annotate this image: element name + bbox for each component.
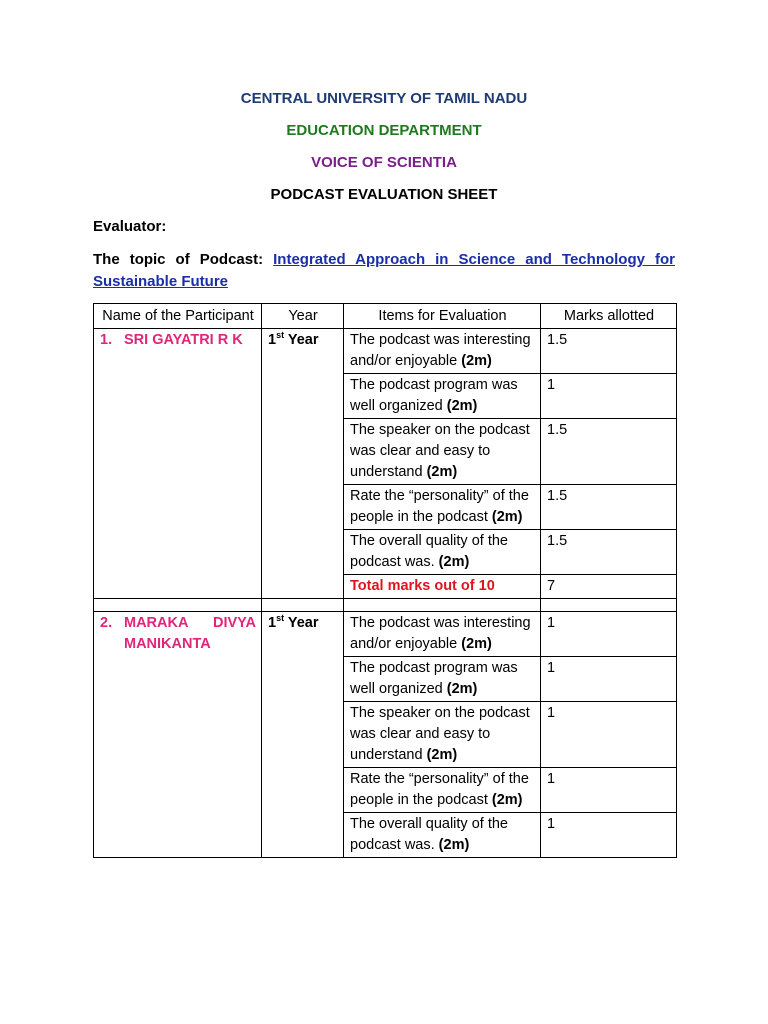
topic-label: The topic of Podcast:: [93, 251, 264, 268]
participant-year: 1st Year: [262, 329, 344, 599]
evaluation-item: The podcast program was well organized (2m): [344, 374, 541, 419]
evaluation-table: [93, 303, 677, 858]
mark-value: 1: [541, 657, 677, 702]
table-spacer-row: [94, 599, 677, 612]
evaluation-item: The podcast program was well organized (2m): [344, 657, 541, 702]
participant-cell: [94, 612, 262, 858]
mark-value: 1: [541, 374, 677, 419]
mark-value: 1: [541, 612, 677, 657]
evaluation-item: Rate the “personality” of the people in the podcast (2m): [344, 485, 541, 530]
column-header-name: Name of the Participant: [94, 304, 262, 329]
evaluation-item: The speaker on the podcast was clear and easy to understand (2m): [344, 419, 541, 485]
university-name: CENTRAL UNIVERSITY OF TAMIL NADU: [240, 90, 528, 107]
mark-value: 1.5: [541, 419, 677, 485]
participant-name: 2. MARAKA DIVYA MANIKANTA: [100, 615, 256, 652]
topic-line: [93, 249, 675, 293]
program-name: VOICE OF SCIENTIA: [311, 154, 457, 171]
mark-value: 1: [541, 813, 677, 858]
mark-value: 1: [541, 768, 677, 813]
evaluation-item: Rate the “personality” of the people in the podcast (2m): [344, 768, 541, 813]
mark-value: 1.5: [541, 530, 677, 575]
column-header-items: Items for Evaluation: [344, 304, 541, 329]
total-label: Total marks out of 10: [344, 575, 541, 599]
topic-link[interactable]: Integrated Approach in Science and Technology for Sustainable Future: [93, 251, 675, 290]
mark-value: 1.5: [541, 485, 677, 530]
participant-year: 1st Year: [262, 612, 344, 858]
table-row: [94, 612, 677, 657]
participant-name: 1. SRI GAYATRI R K: [100, 332, 243, 348]
mark-value: 1: [541, 702, 677, 768]
evaluation-item: The podcast was interesting and/or enjoyable (2m): [344, 329, 541, 374]
table-header-row: [94, 304, 677, 329]
evaluator-label: Evaluator:: [93, 218, 167, 235]
total-value: 7: [541, 575, 677, 599]
table-row: [94, 329, 677, 374]
mark-value: 1.5: [541, 329, 677, 374]
sheet-title: PODCAST EVALUATION SHEET: [270, 186, 498, 203]
department-name: EDUCATION DEPARTMENT: [286, 122, 482, 139]
column-header-year: Year: [262, 304, 344, 329]
evaluation-item: The podcast was interesting and/or enjoyable (2m): [344, 612, 541, 657]
participant-cell: [94, 329, 262, 599]
evaluation-item: The speaker on the podcast was clear and easy to understand (2m): [344, 702, 541, 768]
evaluation-item: The overall quality of the podcast was. (2m): [344, 530, 541, 575]
column-header-marks: Marks allotted: [541, 304, 677, 329]
evaluation-item: The overall quality of the podcast was. (2m): [344, 813, 541, 858]
